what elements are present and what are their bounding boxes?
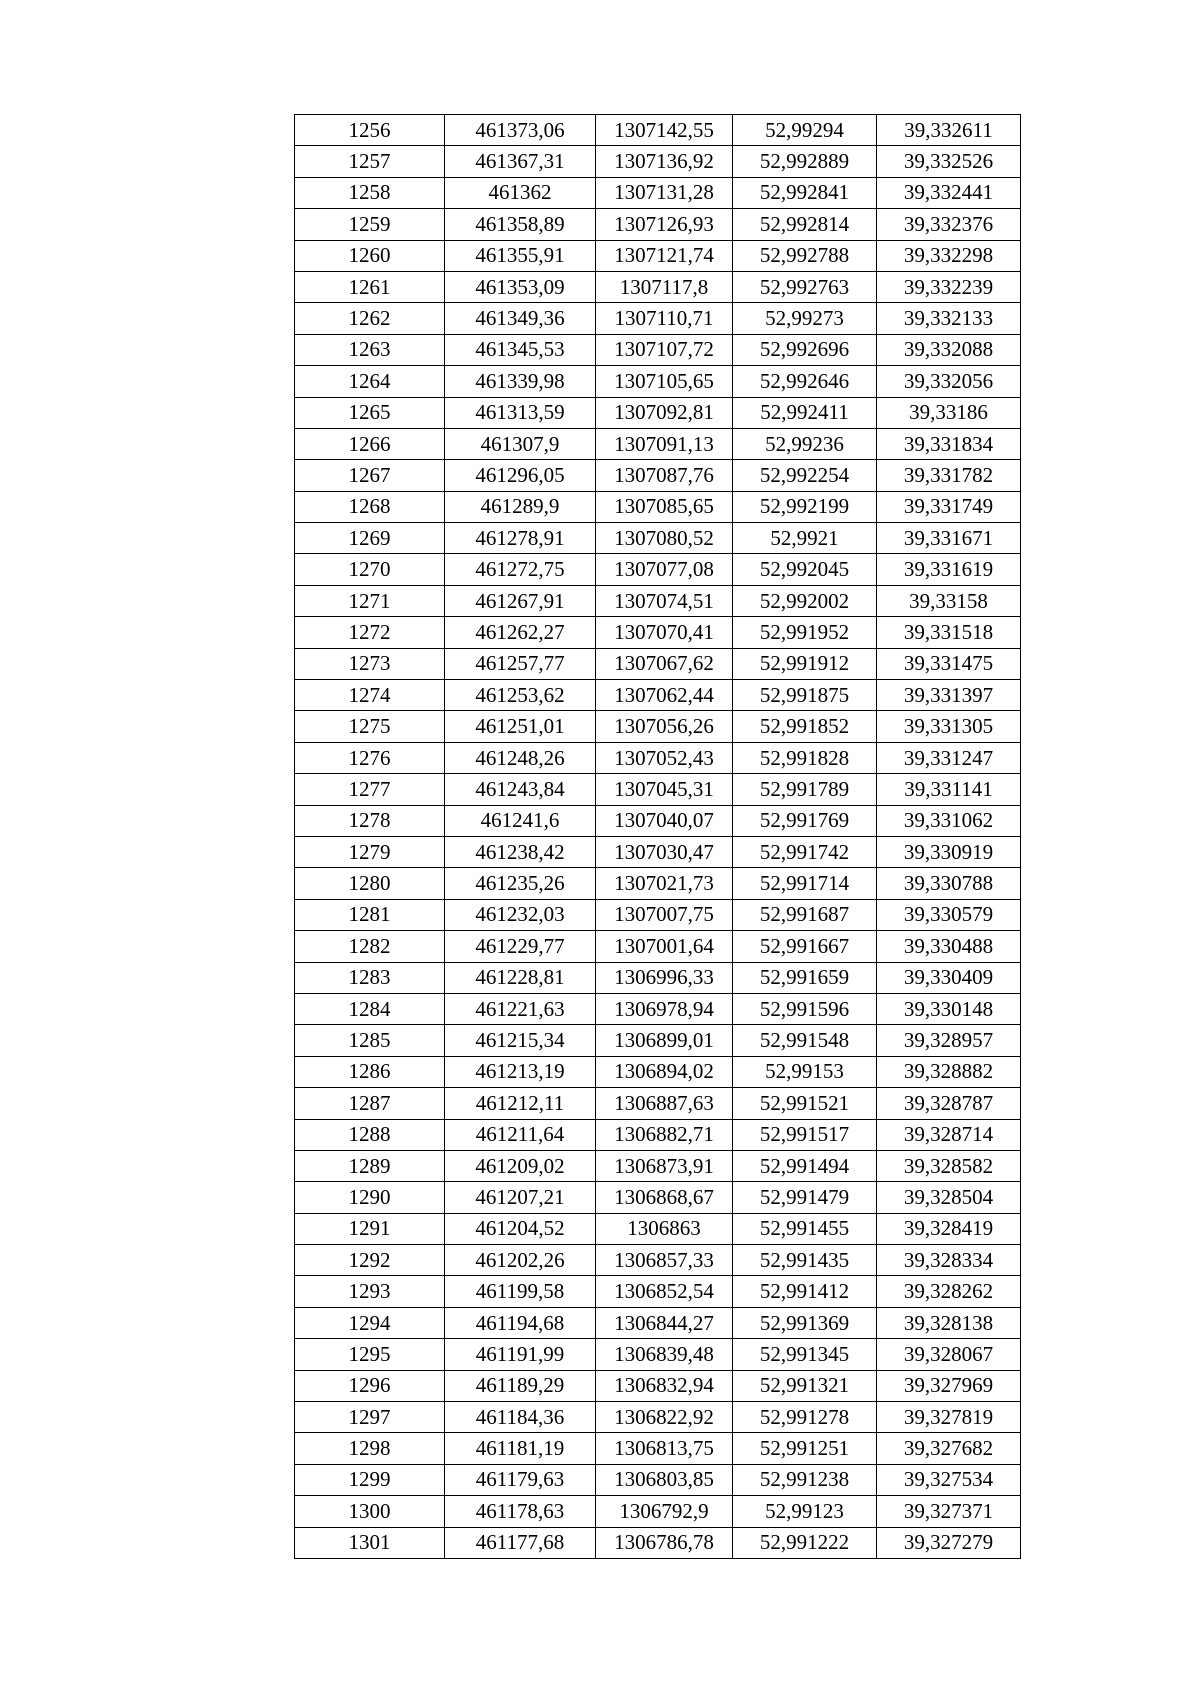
point-number-cell: 1290 <box>295 1182 445 1213</box>
point-number-cell: 1293 <box>295 1276 445 1307</box>
x-coordinate-cell: 461211,64 <box>445 1119 596 1150</box>
longitude-cell: 39,332298 <box>877 240 1021 271</box>
point-number-cell: 1278 <box>295 805 445 836</box>
x-coordinate-cell: 461181,19 <box>445 1433 596 1464</box>
x-coordinate-cell: 461251,01 <box>445 711 596 742</box>
longitude-cell: 39,327819 <box>877 1402 1021 1433</box>
point-number-cell: 1268 <box>295 491 445 522</box>
longitude-cell: 39,328957 <box>877 1025 1021 1056</box>
table-row <box>295 303 1021 334</box>
point-number-cell: 1270 <box>295 554 445 585</box>
table-row <box>295 680 1021 711</box>
longitude-cell: 39,330919 <box>877 836 1021 867</box>
table-row <box>295 1307 1021 1338</box>
longitude-cell: 39,330788 <box>877 868 1021 899</box>
table-row <box>295 1088 1021 1119</box>
latitude-cell: 52,992002 <box>733 585 877 616</box>
longitude-cell: 39,331475 <box>877 648 1021 679</box>
point-number-cell: 1261 <box>295 271 445 302</box>
longitude-cell: 39,328334 <box>877 1245 1021 1276</box>
latitude-cell: 52,99153 <box>733 1056 877 1087</box>
point-number-cell: 1272 <box>295 617 445 648</box>
y-coordinate-cell: 1306839,48 <box>596 1339 733 1370</box>
longitude-cell: 39,331749 <box>877 491 1021 522</box>
table-row <box>295 1370 1021 1401</box>
x-coordinate-cell: 461272,75 <box>445 554 596 585</box>
point-number-cell: 1257 <box>295 146 445 177</box>
x-coordinate-cell: 461358,89 <box>445 209 596 240</box>
point-number-cell: 1259 <box>295 209 445 240</box>
x-coordinate-cell: 461355,91 <box>445 240 596 271</box>
x-coordinate-cell: 461238,42 <box>445 836 596 867</box>
point-number-cell: 1296 <box>295 1370 445 1401</box>
table-row <box>295 962 1021 993</box>
table-row <box>295 836 1021 867</box>
latitude-cell: 52,991321 <box>733 1370 877 1401</box>
table-row <box>295 366 1021 397</box>
y-coordinate-cell: 1306857,33 <box>596 1245 733 1276</box>
latitude-cell: 52,992889 <box>733 146 877 177</box>
latitude-cell: 52,991912 <box>733 648 877 679</box>
latitude-cell: 52,991952 <box>733 617 877 648</box>
latitude-cell: 52,991769 <box>733 805 877 836</box>
y-coordinate-cell: 1306894,02 <box>596 1056 733 1087</box>
x-coordinate-cell: 461362 <box>445 177 596 208</box>
latitude-cell: 52,991828 <box>733 742 877 773</box>
latitude-cell: 52,991517 <box>733 1119 877 1150</box>
table-row <box>295 585 1021 616</box>
x-coordinate-cell: 461248,26 <box>445 742 596 773</box>
y-coordinate-cell: 1306887,63 <box>596 1088 733 1119</box>
latitude-cell: 52,99236 <box>733 428 877 459</box>
point-number-cell: 1279 <box>295 836 445 867</box>
table-row <box>295 271 1021 302</box>
point-number-cell: 1301 <box>295 1527 445 1558</box>
longitude-cell: 39,331834 <box>877 428 1021 459</box>
longitude-cell: 39,332376 <box>877 209 1021 240</box>
longitude-cell: 39,332088 <box>877 334 1021 365</box>
longitude-cell: 39,328138 <box>877 1307 1021 1338</box>
point-number-cell: 1299 <box>295 1464 445 1495</box>
x-coordinate-cell: 461353,09 <box>445 271 596 302</box>
point-number-cell: 1277 <box>295 774 445 805</box>
latitude-cell: 52,992199 <box>733 491 877 522</box>
longitude-cell: 39,331062 <box>877 805 1021 836</box>
point-number-cell: 1289 <box>295 1150 445 1181</box>
latitude-cell: 52,991222 <box>733 1527 877 1558</box>
table-row <box>295 1276 1021 1307</box>
x-coordinate-cell: 461212,11 <box>445 1088 596 1119</box>
x-coordinate-cell: 461202,26 <box>445 1245 596 1276</box>
x-coordinate-cell: 461241,6 <box>445 805 596 836</box>
x-coordinate-cell: 461178,63 <box>445 1496 596 1527</box>
y-coordinate-cell: 1306868,67 <box>596 1182 733 1213</box>
x-coordinate-cell: 461345,53 <box>445 334 596 365</box>
y-coordinate-cell: 1307092,81 <box>596 397 733 428</box>
y-coordinate-cell: 1307131,28 <box>596 177 733 208</box>
latitude-cell: 52,992763 <box>733 271 877 302</box>
latitude-cell: 52,9921 <box>733 523 877 554</box>
longitude-cell: 39,331247 <box>877 742 1021 773</box>
y-coordinate-cell: 1307085,65 <box>596 491 733 522</box>
x-coordinate-cell: 461177,68 <box>445 1527 596 1558</box>
x-coordinate-cell: 461367,31 <box>445 146 596 177</box>
latitude-cell: 52,991278 <box>733 1402 877 1433</box>
table-row <box>295 1025 1021 1056</box>
table-row <box>295 554 1021 585</box>
latitude-cell: 52,991345 <box>733 1339 877 1370</box>
y-coordinate-cell: 1307045,31 <box>596 774 733 805</box>
x-coordinate-cell: 461191,99 <box>445 1339 596 1370</box>
y-coordinate-cell: 1307136,92 <box>596 146 733 177</box>
x-coordinate-cell: 461215,34 <box>445 1025 596 1056</box>
x-coordinate-cell: 461373,06 <box>445 115 596 146</box>
coordinates-table <box>294 114 1021 1559</box>
point-number-cell: 1256 <box>295 115 445 146</box>
point-number-cell: 1263 <box>295 334 445 365</box>
point-number-cell: 1294 <box>295 1307 445 1338</box>
y-coordinate-cell: 1307021,73 <box>596 868 733 899</box>
table-row <box>295 209 1021 240</box>
point-number-cell: 1276 <box>295 742 445 773</box>
longitude-cell: 39,330409 <box>877 962 1021 993</box>
table-row <box>295 1150 1021 1181</box>
longitude-cell: 39,33186 <box>877 397 1021 428</box>
latitude-cell: 52,992841 <box>733 177 877 208</box>
x-coordinate-cell: 461209,02 <box>445 1150 596 1181</box>
point-number-cell: 1295 <box>295 1339 445 1370</box>
table-row <box>295 491 1021 522</box>
point-number-cell: 1298 <box>295 1433 445 1464</box>
x-coordinate-cell: 461184,36 <box>445 1402 596 1433</box>
point-number-cell: 1266 <box>295 428 445 459</box>
x-coordinate-cell: 461229,77 <box>445 931 596 962</box>
table-row <box>295 1496 1021 1527</box>
table-row <box>295 1056 1021 1087</box>
longitude-cell: 39,328787 <box>877 1088 1021 1119</box>
latitude-cell: 52,991251 <box>733 1433 877 1464</box>
latitude-cell: 52,992788 <box>733 240 877 271</box>
x-coordinate-cell: 461313,59 <box>445 397 596 428</box>
point-number-cell: 1258 <box>295 177 445 208</box>
x-coordinate-cell: 461204,52 <box>445 1213 596 1244</box>
point-number-cell: 1271 <box>295 585 445 616</box>
table-row <box>295 397 1021 428</box>
longitude-cell: 39,332239 <box>877 271 1021 302</box>
latitude-cell: 52,991412 <box>733 1276 877 1307</box>
x-coordinate-cell: 461289,9 <box>445 491 596 522</box>
x-coordinate-cell: 461257,77 <box>445 648 596 679</box>
longitude-cell: 39,327969 <box>877 1370 1021 1401</box>
x-coordinate-cell: 461296,05 <box>445 460 596 491</box>
table-row <box>295 115 1021 146</box>
y-coordinate-cell: 1307117,8 <box>596 271 733 302</box>
x-coordinate-cell: 461253,62 <box>445 680 596 711</box>
y-coordinate-cell: 1306813,75 <box>596 1433 733 1464</box>
latitude-cell: 52,991548 <box>733 1025 877 1056</box>
table-row <box>295 993 1021 1024</box>
y-coordinate-cell: 1307056,26 <box>596 711 733 742</box>
point-number-cell: 1281 <box>295 899 445 930</box>
y-coordinate-cell: 1307091,13 <box>596 428 733 459</box>
table-row <box>295 711 1021 742</box>
point-number-cell: 1265 <box>295 397 445 428</box>
table-row <box>295 523 1021 554</box>
point-number-cell: 1285 <box>295 1025 445 1056</box>
y-coordinate-cell: 1307080,52 <box>596 523 733 554</box>
x-coordinate-cell: 461221,63 <box>445 993 596 1024</box>
x-coordinate-cell: 461278,91 <box>445 523 596 554</box>
longitude-cell: 39,328067 <box>877 1339 1021 1370</box>
x-coordinate-cell: 461189,29 <box>445 1370 596 1401</box>
table-row <box>295 460 1021 491</box>
longitude-cell: 39,332441 <box>877 177 1021 208</box>
latitude-cell: 52,992045 <box>733 554 877 585</box>
table-row <box>295 1339 1021 1370</box>
table-row <box>295 1527 1021 1558</box>
longitude-cell: 39,33158 <box>877 585 1021 616</box>
longitude-cell: 39,332056 <box>877 366 1021 397</box>
point-number-cell: 1286 <box>295 1056 445 1087</box>
latitude-cell: 52,991596 <box>733 993 877 1024</box>
x-coordinate-cell: 461213,19 <box>445 1056 596 1087</box>
point-number-cell: 1262 <box>295 303 445 334</box>
table-row <box>295 1213 1021 1244</box>
longitude-cell: 39,328714 <box>877 1119 1021 1150</box>
y-coordinate-cell: 1307107,72 <box>596 334 733 365</box>
latitude-cell: 52,992696 <box>733 334 877 365</box>
y-coordinate-cell: 1307126,93 <box>596 209 733 240</box>
y-coordinate-cell: 1306882,71 <box>596 1119 733 1150</box>
y-coordinate-cell: 1307074,51 <box>596 585 733 616</box>
y-coordinate-cell: 1306996,33 <box>596 962 733 993</box>
latitude-cell: 52,99273 <box>733 303 877 334</box>
latitude-cell: 52,992254 <box>733 460 877 491</box>
table-row <box>295 742 1021 773</box>
latitude-cell: 52,991435 <box>733 1245 877 1276</box>
longitude-cell: 39,332611 <box>877 115 1021 146</box>
latitude-cell: 52,991455 <box>733 1213 877 1244</box>
latitude-cell: 52,991687 <box>733 899 877 930</box>
y-coordinate-cell: 1306786,78 <box>596 1527 733 1558</box>
point-number-cell: 1264 <box>295 366 445 397</box>
y-coordinate-cell: 1307007,75 <box>596 899 733 930</box>
y-coordinate-cell: 1307110,71 <box>596 303 733 334</box>
longitude-cell: 39,331397 <box>877 680 1021 711</box>
latitude-cell: 52,992646 <box>733 366 877 397</box>
y-coordinate-cell: 1306899,01 <box>596 1025 733 1056</box>
point-number-cell: 1292 <box>295 1245 445 1276</box>
longitude-cell: 39,332133 <box>877 303 1021 334</box>
longitude-cell: 39,331141 <box>877 774 1021 805</box>
longitude-cell: 39,331782 <box>877 460 1021 491</box>
y-coordinate-cell: 1307040,07 <box>596 805 733 836</box>
point-number-cell: 1300 <box>295 1496 445 1527</box>
latitude-cell: 52,99294 <box>733 115 877 146</box>
table-row <box>295 1182 1021 1213</box>
y-coordinate-cell: 1306832,94 <box>596 1370 733 1401</box>
y-coordinate-cell: 1306822,92 <box>596 1402 733 1433</box>
longitude-cell: 39,331305 <box>877 711 1021 742</box>
point-number-cell: 1282 <box>295 931 445 962</box>
y-coordinate-cell: 1307121,74 <box>596 240 733 271</box>
latitude-cell: 52,991714 <box>733 868 877 899</box>
x-coordinate-cell: 461194,68 <box>445 1307 596 1338</box>
x-coordinate-cell: 461267,91 <box>445 585 596 616</box>
table-row <box>295 868 1021 899</box>
latitude-cell: 52,991479 <box>733 1182 877 1213</box>
y-coordinate-cell: 1306873,91 <box>596 1150 733 1181</box>
y-coordinate-cell: 1306863 <box>596 1213 733 1244</box>
longitude-cell: 39,327279 <box>877 1527 1021 1558</box>
table-row <box>295 774 1021 805</box>
longitude-cell: 39,328504 <box>877 1182 1021 1213</box>
point-number-cell: 1288 <box>295 1119 445 1150</box>
y-coordinate-cell: 1307062,44 <box>596 680 733 711</box>
table-row <box>295 1119 1021 1150</box>
point-number-cell: 1275 <box>295 711 445 742</box>
x-coordinate-cell: 461349,36 <box>445 303 596 334</box>
latitude-cell: 52,991667 <box>733 931 877 962</box>
x-coordinate-cell: 461228,81 <box>445 962 596 993</box>
y-coordinate-cell: 1307067,62 <box>596 648 733 679</box>
longitude-cell: 39,331671 <box>877 523 1021 554</box>
latitude-cell: 52,991659 <box>733 962 877 993</box>
x-coordinate-cell: 461262,27 <box>445 617 596 648</box>
x-coordinate-cell: 461243,84 <box>445 774 596 805</box>
longitude-cell: 39,328262 <box>877 1276 1021 1307</box>
point-number-cell: 1267 <box>295 460 445 491</box>
y-coordinate-cell: 1306852,54 <box>596 1276 733 1307</box>
latitude-cell: 52,991875 <box>733 680 877 711</box>
point-number-cell: 1274 <box>295 680 445 711</box>
latitude-cell: 52,991742 <box>733 836 877 867</box>
x-coordinate-cell: 461235,26 <box>445 868 596 899</box>
latitude-cell: 52,991238 <box>733 1464 877 1495</box>
longitude-cell: 39,327682 <box>877 1433 1021 1464</box>
y-coordinate-cell: 1307030,47 <box>596 836 733 867</box>
longitude-cell: 39,330488 <box>877 931 1021 962</box>
latitude-cell: 52,992411 <box>733 397 877 428</box>
longitude-cell: 39,328419 <box>877 1213 1021 1244</box>
longitude-cell: 39,327534 <box>877 1464 1021 1495</box>
table-row <box>295 1245 1021 1276</box>
table-row <box>295 428 1021 459</box>
y-coordinate-cell: 1307087,76 <box>596 460 733 491</box>
y-coordinate-cell: 1307070,41 <box>596 617 733 648</box>
table-row <box>295 648 1021 679</box>
table-row <box>295 240 1021 271</box>
longitude-cell: 39,332526 <box>877 146 1021 177</box>
longitude-cell: 39,330579 <box>877 899 1021 930</box>
point-number-cell: 1260 <box>295 240 445 271</box>
latitude-cell: 52,992814 <box>733 209 877 240</box>
x-coordinate-cell: 461307,9 <box>445 428 596 459</box>
point-number-cell: 1291 <box>295 1213 445 1244</box>
longitude-cell: 39,328582 <box>877 1150 1021 1181</box>
y-coordinate-cell: 1306978,94 <box>596 993 733 1024</box>
latitude-cell: 52,991494 <box>733 1150 877 1181</box>
x-coordinate-cell: 461232,03 <box>445 899 596 930</box>
latitude-cell: 52,991789 <box>733 774 877 805</box>
longitude-cell: 39,331518 <box>877 617 1021 648</box>
y-coordinate-cell: 1306803,85 <box>596 1464 733 1495</box>
point-number-cell: 1280 <box>295 868 445 899</box>
table-row <box>295 146 1021 177</box>
latitude-cell: 52,99123 <box>733 1496 877 1527</box>
latitude-cell: 52,991852 <box>733 711 877 742</box>
y-coordinate-cell: 1307142,55 <box>596 115 733 146</box>
x-coordinate-cell: 461339,98 <box>445 366 596 397</box>
table-row <box>295 805 1021 836</box>
y-coordinate-cell: 1307001,64 <box>596 931 733 962</box>
y-coordinate-cell: 1307105,65 <box>596 366 733 397</box>
coordinates-table-body <box>295 115 1021 1559</box>
latitude-cell: 52,991521 <box>733 1088 877 1119</box>
table-row <box>295 334 1021 365</box>
longitude-cell: 39,328882 <box>877 1056 1021 1087</box>
table-row <box>295 1433 1021 1464</box>
y-coordinate-cell: 1306792,9 <box>596 1496 733 1527</box>
y-coordinate-cell: 1306844,27 <box>596 1307 733 1338</box>
longitude-cell: 39,330148 <box>877 993 1021 1024</box>
y-coordinate-cell: 1307077,08 <box>596 554 733 585</box>
latitude-cell: 52,991369 <box>733 1307 877 1338</box>
y-coordinate-cell: 1307052,43 <box>596 742 733 773</box>
x-coordinate-cell: 461179,63 <box>445 1464 596 1495</box>
longitude-cell: 39,331619 <box>877 554 1021 585</box>
table-row <box>295 899 1021 930</box>
table-row <box>295 1402 1021 1433</box>
point-number-cell: 1273 <box>295 648 445 679</box>
longitude-cell: 39,327371 <box>877 1496 1021 1527</box>
point-number-cell: 1287 <box>295 1088 445 1119</box>
x-coordinate-cell: 461207,21 <box>445 1182 596 1213</box>
table-row <box>295 931 1021 962</box>
point-number-cell: 1284 <box>295 993 445 1024</box>
point-number-cell: 1297 <box>295 1402 445 1433</box>
table-row <box>295 1464 1021 1495</box>
point-number-cell: 1283 <box>295 962 445 993</box>
table-row <box>295 617 1021 648</box>
point-number-cell: 1269 <box>295 523 445 554</box>
table-row <box>295 177 1021 208</box>
x-coordinate-cell: 461199,58 <box>445 1276 596 1307</box>
